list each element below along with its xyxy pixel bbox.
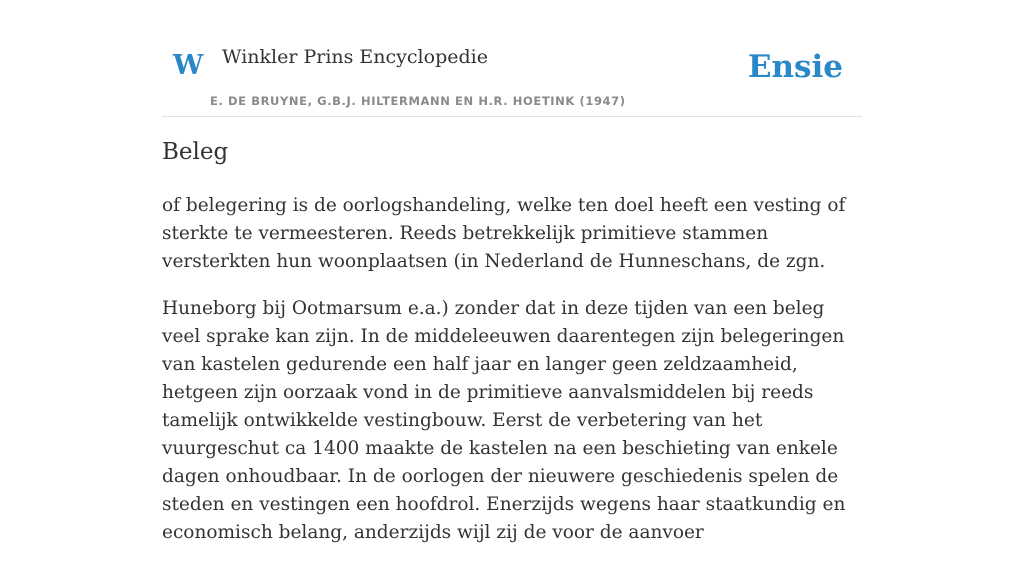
source-authors: E. DE BRUYNE, G.B.J. HILTERMANN EN H.R. HOETINK (1947) [210, 94, 626, 108]
entry-body [162, 192, 862, 566]
entry-paragraph: of belegering is de oorlogshandeling, welke ten doel heeft een vesting of sterkte te vermeesteren. Reeds betrekkelijk primitieve stammen versterkten hun woonplaatsen (in Nederland de Hunneschans, de zgn. [162, 195, 846, 272]
entry-title: Beleg [162, 139, 229, 165]
winkler-prins-logo[interactable]: W [173, 50, 204, 81]
source-header [162, 0, 862, 117]
source-title[interactable]: Winkler Prins Encyclopedie [222, 46, 488, 68]
ensie-logo-link[interactable]: Ensie [747, 49, 843, 85]
entry-paragraph: Huneborg bij Ootmarsum e.a.) zonder dat in deze tijden van een beleg veel sprake kan zijn. In de middeleeuwen daarentegen zijn belegeringen van kastelen gedurende een half jaar en langer geen zeldzaamheid, hetgeen zijn oorzaak vond in de primitieve aanvalsmiddelen bij reeds tamelijk ontwikkelde vestingbouw. Eerst de verbetering van het vuurgeschut ca 1400 maakte de kastelen na een beschieting van enkele dagen onhoudbaar. In de oorlogen der nieuwere geschiedenis spelen de steden en vestingen een hoofdrol. Enerzijds wegens haar staatkundig en economisch belang, anderzijds wijl zij de voor de aanvoer [162, 298, 846, 543]
